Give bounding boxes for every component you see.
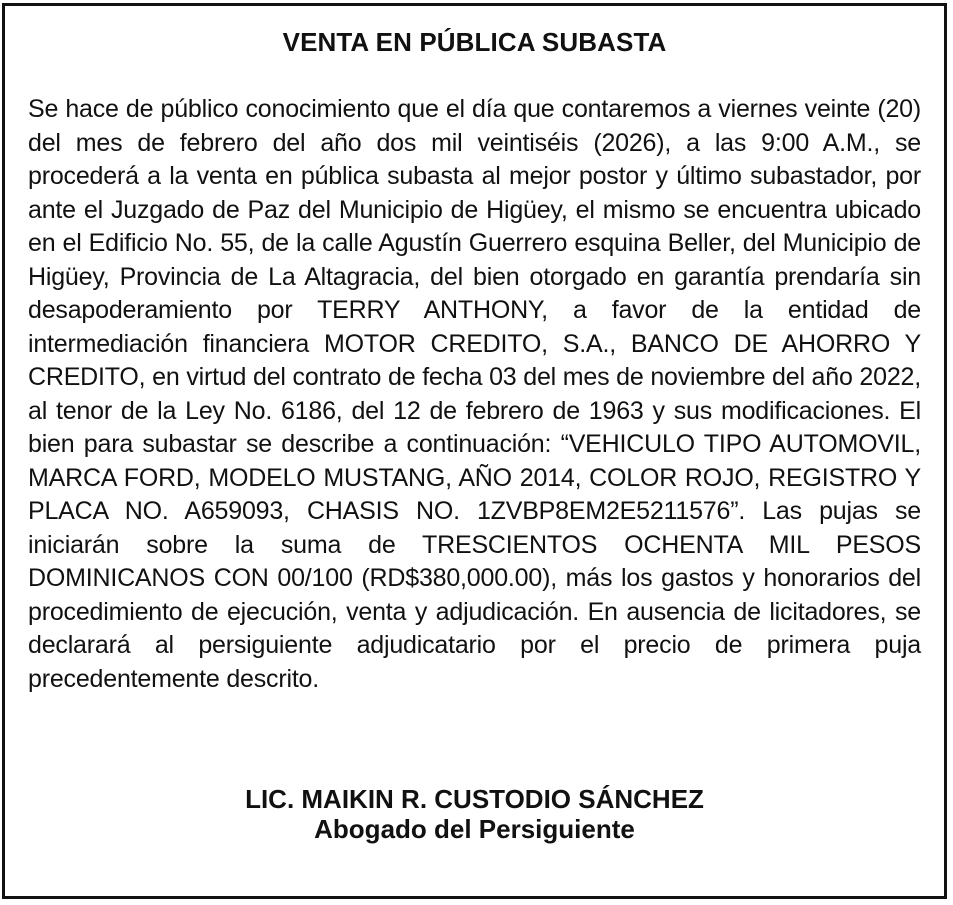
signature-name: LIC. MAIKIN R. CUSTODIO SÁNCHEZ: [245, 784, 704, 814]
notice-body: Se hace de público conocimiento que el día que contaremos a viernes veinte (20) del mes de febrero del año dos mil veintiséis (2026), a las 9:00 A.M., se procederá a la venta en pública subasta al mejor postor y último subastador, por ante el Juzgado de Paz del Municipio de Higüey, el mismo se encuentra ubicado en el Edificio No. 55, de la calle Agustín Guerrero esquina Beller, del Municipio de Higüey, Provincia de La Altagracia, del bien otorgado en garantía prendaría sin desapoderamiento por TERRY ANTHONY, a favor de la entidad de intermediación financiera MOTOR CREDITO, S.A., BANCO DE AHORRO Y CREDITO, en virtud del contrato de fecha 03 del mes de noviembre del año 2022, al tenor de la Ley No. 6186, del 12 de febrero de 1963 y sus modificaciones. El bien para subastar se describe a continuación: “VEHICULO TIPO AUTOMOVIL, MARCA FORD, MODELO MUSTANG, AÑO 2014, COLOR ROJO, REGISTRO Y PLACA NO. A659093, CHASIS NO. 1ZVBP8EM2E5211576”. Las pujas se iniciarán sobre la suma de TRESCIENTOS OCHENTA MIL PESOS DOMINICANOS CON 00/100 (RD$380,000.00), más los gastos y honorarios del procedimiento de ejecución, venta y adjudicación. En ausencia de licitadores, se declarará al persiguiente adjudicatario por el precio de primera puja precedentemente descrito.: [28, 95, 921, 693]
signature-block: [5, 784, 944, 844]
notice-title: VENTA EN PÚBLICA SUBASTA: [282, 27, 667, 57]
signature-role: Abogado del Persiguiente: [314, 814, 635, 844]
auction-notice: [2, 3, 947, 899]
